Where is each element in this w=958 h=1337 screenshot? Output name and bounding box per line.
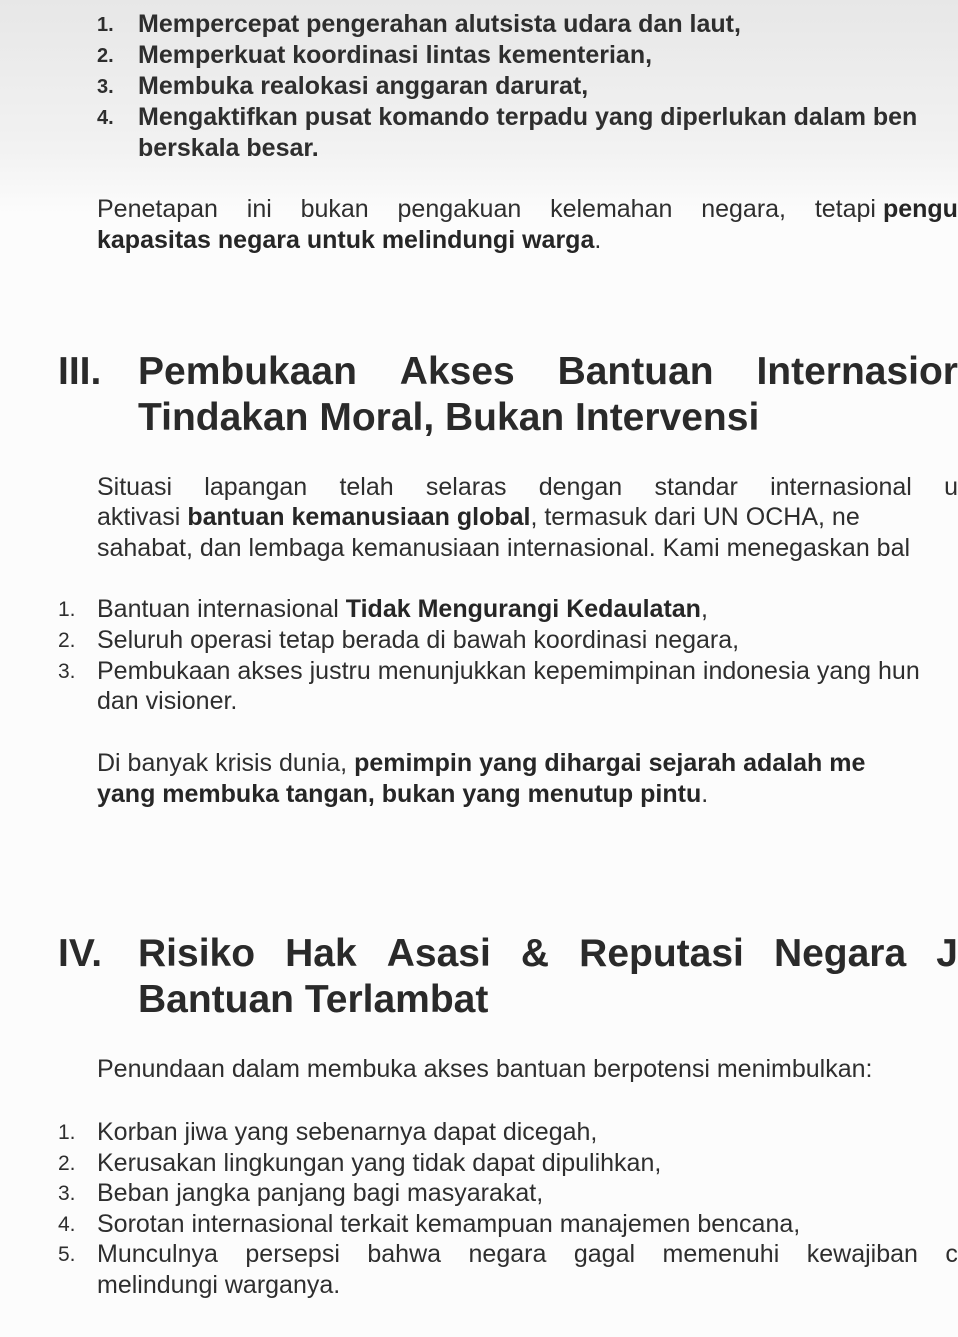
list-item: Kerusakan lingkungan yang tidak dapat dipulihkan, (97, 1149, 662, 1177)
list-item: Korban jiwa yang sebenarnya dapat dicegah, (97, 1118, 598, 1146)
list-item-continuation: melindungi warganya. (97, 1271, 341, 1299)
list-number: 3. (97, 76, 114, 98)
section-number: IV. (58, 932, 103, 975)
list-item: Sorotan internasional terkait kemampuan manajemen bencana, (97, 1210, 801, 1238)
list-item: Munculnya persepsi bahwa negara gagal memenuhi kewajiban c (97, 1240, 958, 1268)
list-number: 1. (58, 1121, 76, 1144)
list-item: Membuka realokasi anggaran darurat, (138, 72, 589, 100)
paragraph-line: kapasitas negara untuk melindungi warga. (97, 226, 602, 254)
list-item: Mengaktifkan pusat komando terpadu yang diperlukan dalam ben (138, 103, 918, 131)
paragraph-line: Situasi lapangan telah selaras dengan standar internasional u (97, 473, 958, 501)
list-item-continuation: dan visioner. (97, 687, 238, 715)
list-number: 3. (58, 660, 76, 683)
paragraph-line: aktivasi bantuan kemanusiaan global, termasuk dari UN OCHA, ne (97, 503, 860, 531)
paragraph-line: Penetapan ini bukan pengakuan kelemahan negara, tetapi pengu (97, 195, 958, 223)
list-number: 2. (58, 629, 76, 652)
list-number: 2. (97, 45, 114, 67)
list-number: 4. (97, 107, 114, 129)
list-item: Seluruh operasi tetap berada di bawah koordinasi negara, (97, 626, 740, 654)
paragraph-line: Penundaan dalam membuka akses bantuan berpotensi menimbulkan: (97, 1055, 873, 1083)
list-item: Pembukaan akses justru menunjukkan kepemimpinan indonesia yang hun (97, 657, 920, 685)
list-number: 1. (58, 598, 76, 621)
section-number: III. (58, 350, 102, 393)
list-item: Bantuan internasional Tidak Mengurangi Kedaulatan, (97, 595, 708, 623)
list-number: 5. (58, 1243, 76, 1266)
list-item: Mempercepat pengerahan alutsista udara dan laut, (138, 10, 741, 38)
list-number: 3. (58, 1182, 76, 1205)
paragraph-line: yang membuka tangan, bukan yang menutup pintu. (97, 780, 709, 808)
list-number: 1. (97, 14, 114, 36)
section-heading-line2: Bantuan Terlambat (138, 978, 489, 1021)
list-item-continuation: berskala besar. (138, 134, 319, 162)
list-number: 4. (58, 1213, 76, 1236)
list-item: Beban jangka panjang bagi masyarakat, (97, 1179, 544, 1207)
section-heading-line2: Tindakan Moral, Bukan Intervensi (138, 396, 760, 439)
list-number: 2. (58, 1152, 76, 1175)
section-heading: Risiko Hak Asasi & Reputasi Negara J (138, 932, 958, 975)
section-heading: Pembukaan Akses Bantuan Internasior (138, 350, 958, 393)
paragraph-line: sahabat, dan lembaga kemanusiaan internasional. Kami menegaskan bal (97, 534, 911, 562)
list-item: Memperkuat koordinasi lintas kementerian, (138, 41, 653, 69)
paragraph-line: Di banyak krisis dunia, pemimpin yang dihargai sejarah adalah me (97, 749, 866, 777)
